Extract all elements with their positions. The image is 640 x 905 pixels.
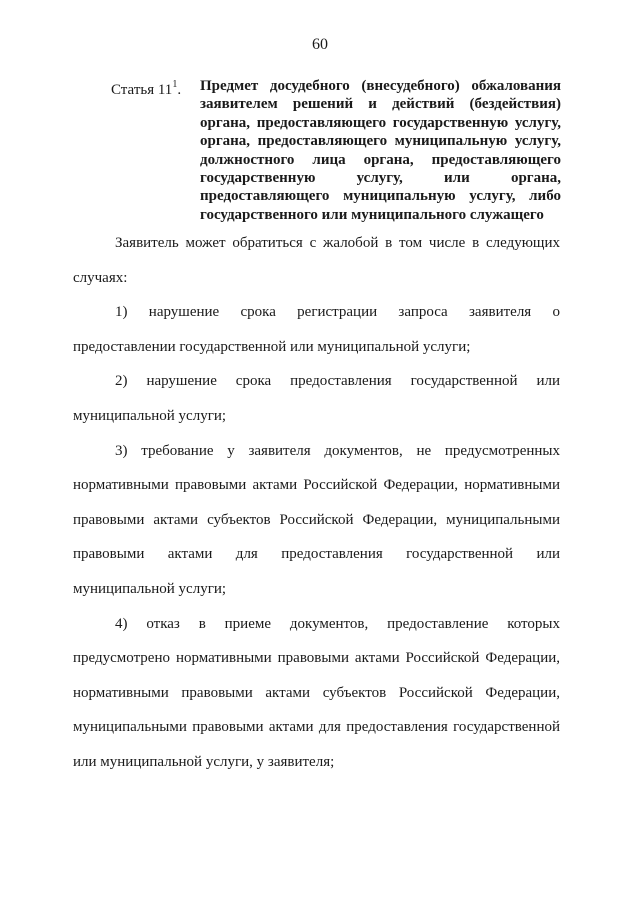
article-label-tail: .	[177, 82, 182, 98]
article-body	[73, 226, 560, 780]
paragraph-intro: Заявитель может обратиться с жалобой в том числе в следующих случаях:	[73, 235, 560, 286]
paragraph-item-4: 4) отказ в приеме документов, предоставление которых предусмотрено нормативными правовыми актами Российской Федерации, нормативными правовыми актами субъектов Российской Федерации, муниципальными правовыми актами для предоставления государственной или муниципальной услуги, у заявителя;	[73, 615, 560, 770]
article-label	[111, 77, 181, 99]
article-label-superscript: 1	[172, 79, 178, 90]
paragraph-item-2: 2) нарушение срока предоставления государственной или муниципальной услуги;	[73, 373, 560, 424]
paragraph-item-3: 3) требование у заявителя документов, не предусмотренных нормативными правовыми актами Российской Федерации, нормативными правовыми актами субъектов Российской Федерации, муниципальными правовыми актами для предоставления государственной или муниципальной услуги;	[73, 442, 560, 597]
article-label-text: Статья 11	[111, 82, 173, 98]
article-title: Предмет досудебного (внесудебного) обжалования заявителем решений и действий (бездействия) органа, предоставляющего государственную услугу, органа, предоставляющего муниципальную услугу, должностного лица органа, предоставляющего государственную услугу, или органа, предоставляющего муниципальную услугу, либо государственного или муниципального служащего	[200, 78, 561, 223]
page-number: 60	[312, 36, 328, 53]
article-heading	[111, 77, 561, 224]
paragraph-item-1: 1) нарушение срока регистрации запроса заявителя о предоставлении государственной или муниципальной услуги;	[73, 304, 560, 355]
